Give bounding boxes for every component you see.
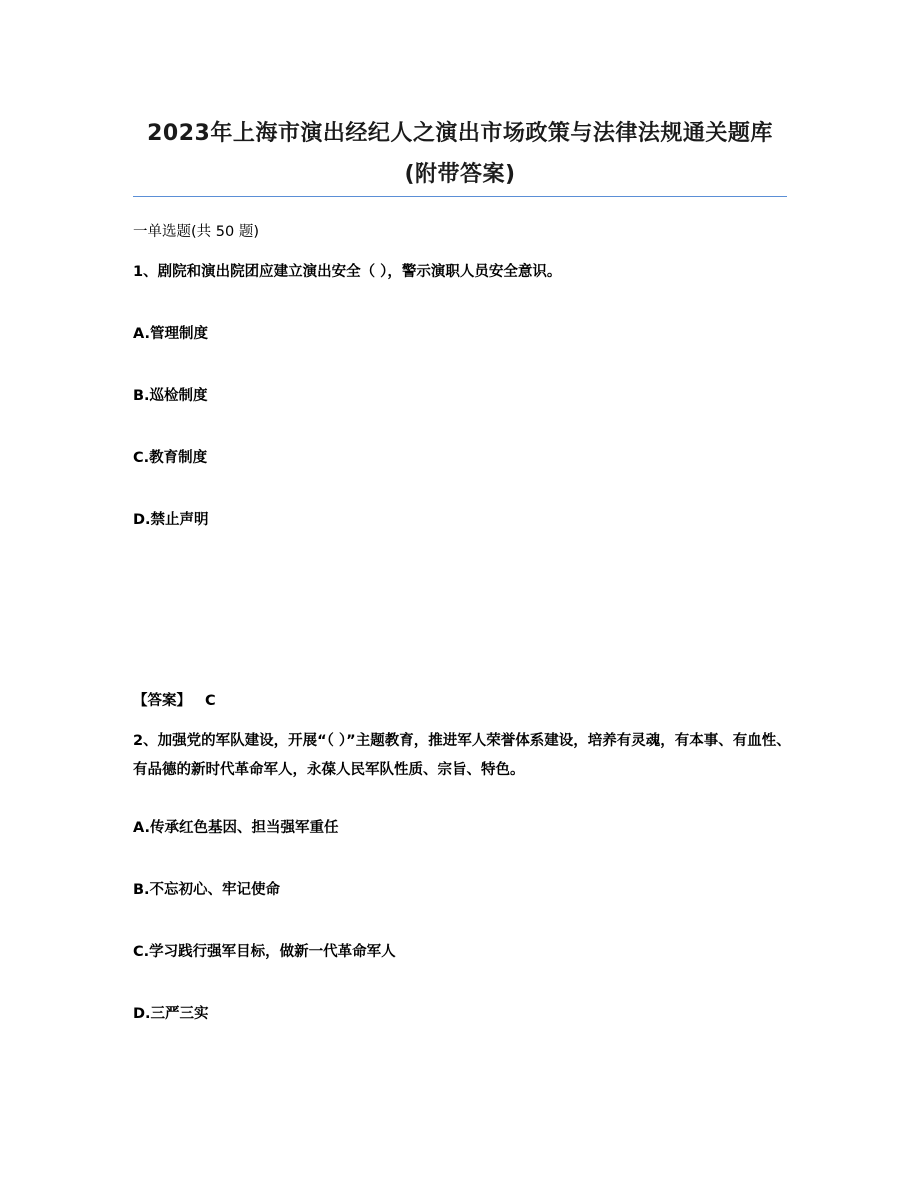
answer-value: C — [205, 693, 216, 709]
page-title: 2023年上海市演出经纪人之演出市场政策与法律法规通关题库(附带答案) — [147, 121, 773, 187]
question-1-option-d: D.禁止声明 — [133, 512, 209, 528]
question-1-option-a: A.管理制度 — [133, 326, 208, 342]
question-1-option-b: B.巡检制度 — [133, 388, 208, 404]
question-2-text: 2、加强党的军队建设，开展“（ ）”主题教育，推进军人荣誉体系建设，培养有灵魂，有本事、有血性、有品德的新时代革命军人，永葆人民军队性质、宗旨、特色。 — [133, 733, 791, 778]
question-2-option-b: B.不忘初心、牢记使命 — [133, 882, 281, 898]
question-2-option-c: C.学习践行强军目标，做新一代革命军人 — [133, 944, 396, 960]
question-1-answer — [133, 692, 216, 710]
question-2-option-d: D.三严三实 — [133, 1006, 209, 1022]
section-header: 一单选题(共 50 题) — [133, 224, 259, 240]
title-divider — [133, 196, 787, 197]
question-1-option-c: C.教育制度 — [133, 450, 208, 466]
answer-label: 【答案】 — [133, 693, 191, 709]
question-2-option-a: A.传承红色基因、担当强军重任 — [133, 820, 339, 836]
question-1-text: 1、剧院和演出院团应建立演出安全（ ），警示演职人员安全意识。 — [133, 264, 562, 280]
